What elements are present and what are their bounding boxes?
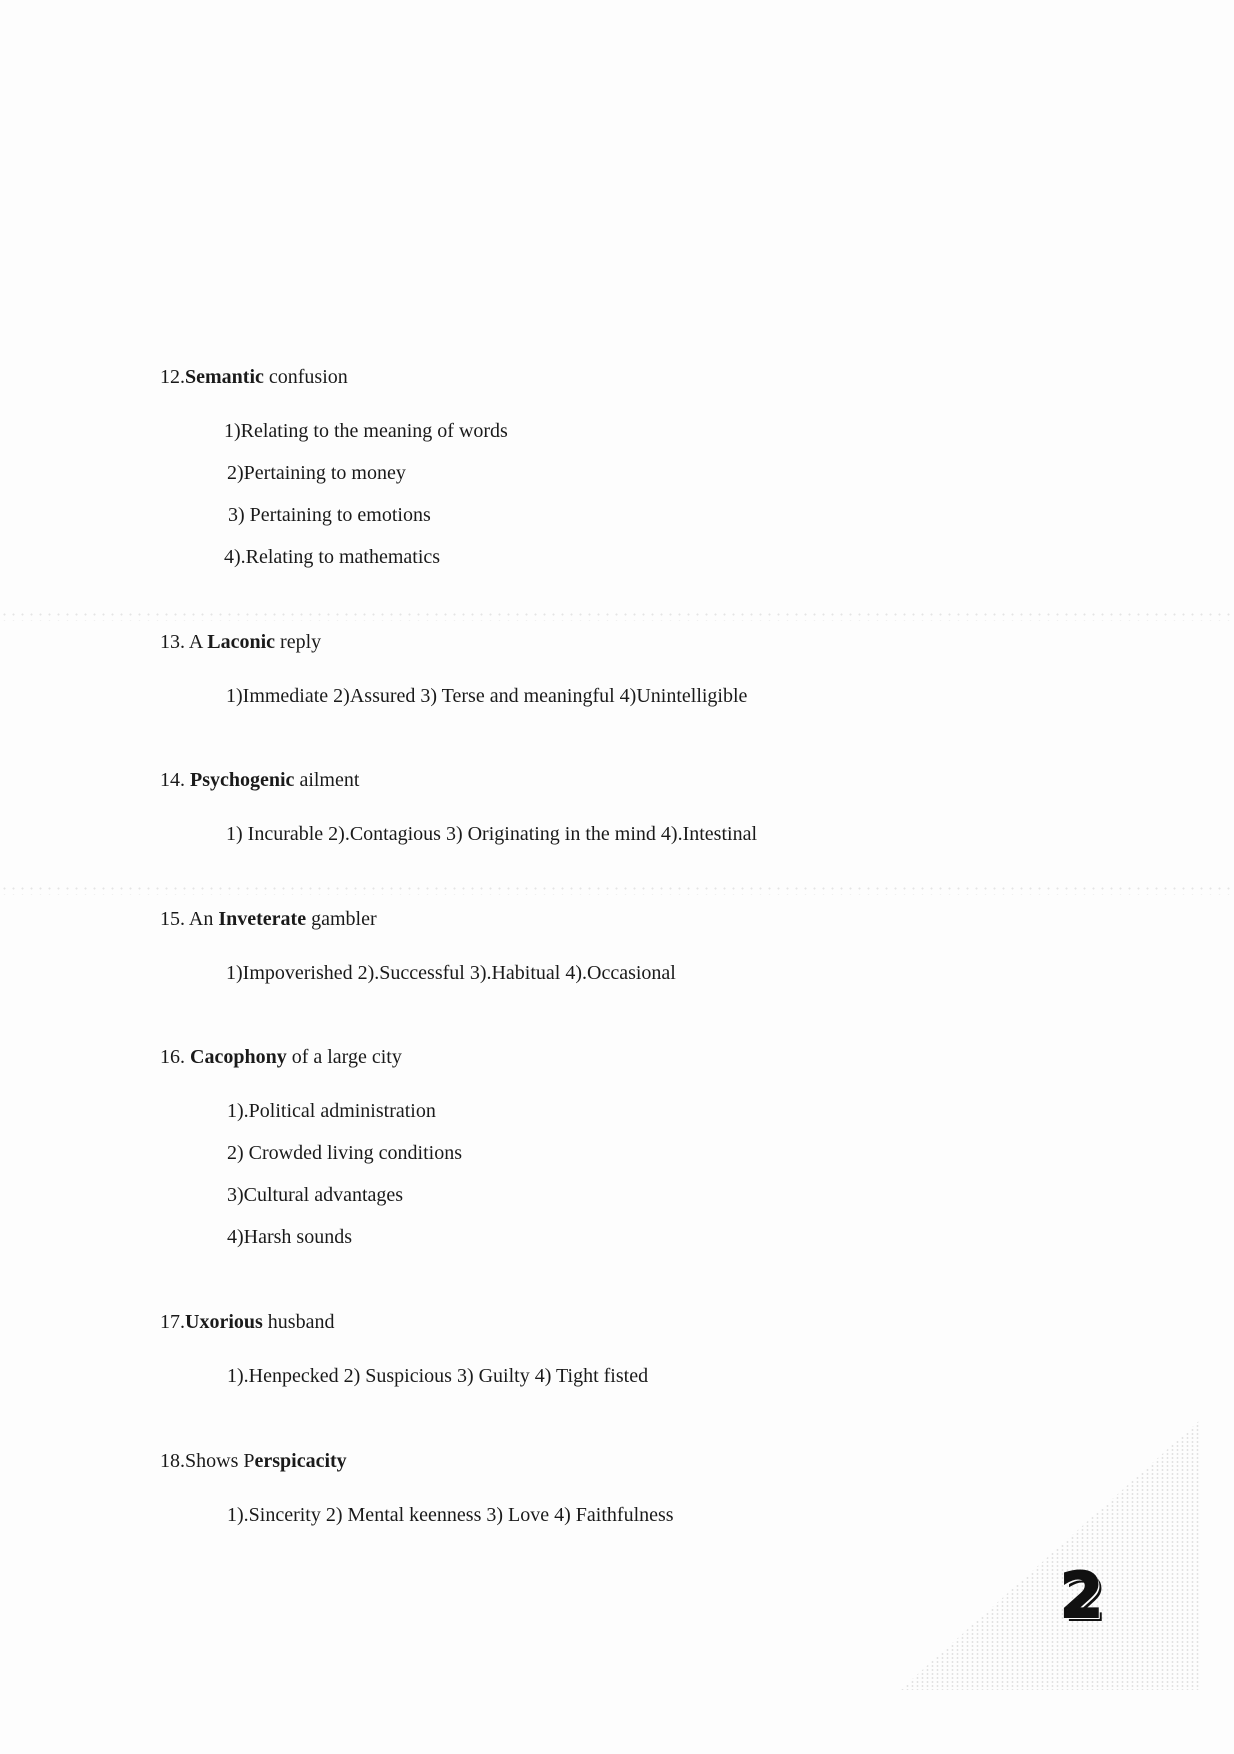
question-12 (160, 365, 348, 389)
scan-speckle (900, 1420, 1200, 1690)
question-suffix: gambler (306, 908, 377, 930)
question-suffix: of a large city (286, 1046, 402, 1068)
question-keyword: Laconic (207, 631, 276, 653)
question-prefix: 15. An (160, 908, 219, 930)
question-prefix: 16. (160, 1046, 190, 1068)
option: 1)Immediate 2)Assured 3) Terse and meaningful 4)Unintelligible (226, 685, 748, 707)
question-suffix: confusion (263, 366, 348, 388)
question-keyword: Cacophony (190, 1046, 287, 1068)
option: 2)Pertaining to money (227, 462, 406, 484)
question-17 (160, 1310, 334, 1334)
question-keyword: Uxorious (185, 1311, 263, 1333)
question-keyword: erspicacity (254, 1450, 347, 1472)
option: 1).Sincerity 2) Mental keenness 3) Love 4) Faithfulness (227, 1504, 674, 1526)
page-number: 2 (1060, 1559, 1104, 1632)
question-keyword: Psychogenic (190, 769, 295, 791)
option: 3) Pertaining to emotions (228, 504, 431, 526)
option: 2) Crowded living conditions (227, 1142, 462, 1164)
question-14 (160, 768, 359, 792)
option: 4).Relating to mathematics (224, 546, 441, 568)
question-prefix: 12. (160, 366, 185, 388)
question-prefix: 17. (160, 1311, 185, 1333)
question-suffix: ailment (294, 769, 360, 791)
question-keyword: Semantic (185, 366, 264, 388)
option: 3)Cultural advantages (227, 1184, 404, 1206)
question-15 (160, 907, 377, 931)
option: 1)Relating to the meaning of words (224, 420, 508, 442)
option: 1).Henpecked 2) Suspicious 3) Guilty 4) Tight fisted (227, 1365, 649, 1387)
scan-noise-band (0, 611, 1234, 621)
question-prefix: 14. (160, 769, 190, 791)
question-16 (160, 1045, 402, 1069)
option: 1) Incurable 2).Contagious 3) Originating in the mind 4).Intestinal (226, 823, 757, 845)
question-prefix: 18.Shows P (160, 1450, 255, 1472)
question-13 (160, 630, 321, 654)
option: 1).Political administration (227, 1100, 436, 1122)
question-suffix: husband (262, 1311, 335, 1333)
scan-noise-band (0, 885, 1234, 895)
question-keyword: Inveterate (218, 908, 307, 930)
question-18 (160, 1449, 347, 1473)
question-prefix: 13. A (160, 631, 208, 653)
option: 4)Harsh sounds (227, 1226, 352, 1248)
question-suffix: reply (275, 631, 322, 653)
option: 1)Impoverished 2).Successful 3).Habitual 4).Occasional (226, 962, 676, 984)
